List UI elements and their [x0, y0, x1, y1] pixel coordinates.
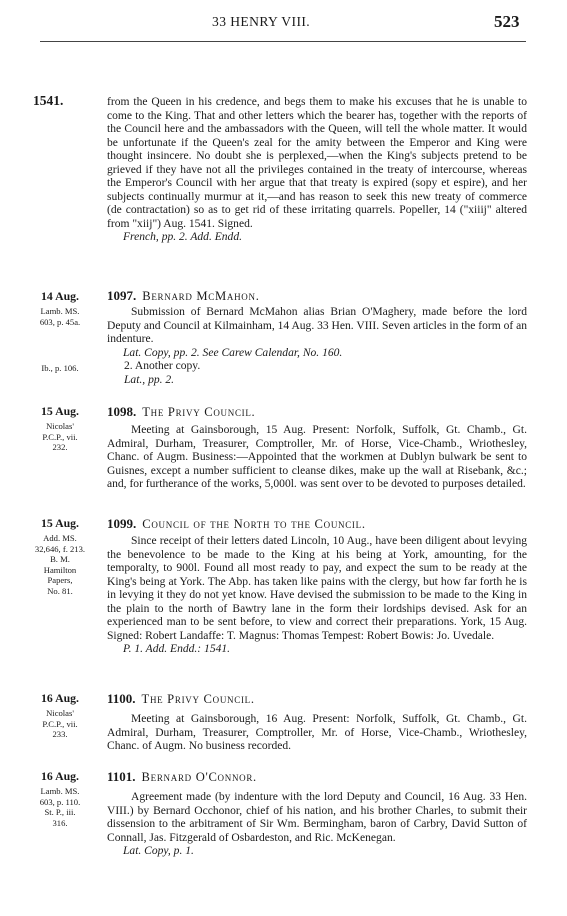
entry-text: Agreement made (by indenture with the lord Deputy and Council, 16 Aug. 33 Hen. VIII.) by Bernard Occhonor, chief of his nation, and his brother Charles, to submit their dissension to the arbitrament of Sir Wm. Bermingham, baron of Carbry, David Sutton of Connall, Jas. Fitzgerald of Osbardeston, and Ric. McKenegan. [107, 791, 527, 844]
header-rule [40, 41, 526, 42]
entry-note: Lat. Copy, pp. 2. See Carew Calendar, No. 160. [123, 346, 343, 359]
entry-body-1099 [107, 535, 527, 657]
entry-heading-1100 [107, 691, 527, 707]
entry-body-1100 [107, 713, 527, 754]
entry-source-ref: Ib., p. 106. [41, 363, 79, 373]
entry-text: Meeting at Gainsborough, 15 Aug. Present: Norfolk, Suffolk, Gt. Chamb., Gt. Admiral, Durham, Treasurer, Comptroller, Mr. of Horse, Vice-Chamb., Wriothesley, Chanc. of Augm. Business:—Appointed that the workmen at Dublyn bulwark be sent to Guisnes, except a number sufficient to cleanse dikes, make up the wall at Risebank, &c.; and, for furtherance of the works, 5,000l. was sent over to be devoted to purposes detailed. [107, 424, 527, 491]
ref-line: Nicolas' [46, 708, 74, 718]
entry-date: 16 Aug. [40, 769, 80, 783]
entry-title: The Privy Council. [141, 692, 255, 706]
margin-1098 [20, 404, 100, 453]
ref-line: Hamilton [43, 564, 77, 575]
entry-date: 14 Aug. [40, 289, 80, 303]
entry-text: Since receipt of their letters dated Lincoln, 10 Aug., have been diligent about levying the benevolence to be made to the King at his being at York, amounting, for the temporalty, to 900l. Found all most ready to pay, and expect the sum to be ready at the King's being at York. The Abp. has taken like pains with the clergy, but how far forth he is in levying it they do not yet know. Have devised the submission to be made to the King in the plain to the north of Bawtry lane in the form their lordships devised. Ask for an experienced man to be sent before, to view and correct their preparations. York, 15 Aug. Signed: Robert Landaffe: T. Magnus: Thomas Tempest: Robert Bowis: Jo. Uvedale. [107, 535, 527, 642]
entry-source-ref [20, 421, 100, 453]
continuation-block [107, 96, 527, 245]
entry-text: Submission of Bernard McMahon alias Brian O'Maghery, made before the lord Deputy and Council at Kilmainham, 14 Aug. 33 Hen. VIII. Seven articles in the form of an indenture. [107, 306, 527, 346]
entry-title: Bernard McMahon. [142, 289, 260, 303]
entry-title: Council of the North to the Council. [142, 517, 366, 531]
entry-date: 15 Aug. [40, 404, 80, 418]
ref-line: 232. [52, 442, 68, 453]
ref-line: Add. MS. [43, 533, 77, 543]
page-number: 523 [494, 12, 520, 31]
entry-date: 15 Aug. [40, 516, 80, 530]
entry-date: 16 Aug. [40, 691, 80, 705]
entry-heading-1101 [107, 769, 527, 785]
ref-line: 32,646, f. 213. [34, 543, 86, 554]
entry-body-1097 [107, 306, 527, 360]
ref-line: Lamb. MS. [40, 306, 80, 316]
ref-line: St. P., iii. [44, 807, 76, 818]
year-marker: 1541. [33, 93, 64, 108]
entry-title: Bernard O'Connor. [141, 770, 257, 784]
ref-line: Nicolas' [46, 421, 74, 431]
continuation-note: French, pp. 2. Add. Endd. [123, 231, 242, 244]
ref-line: 233. [52, 729, 68, 740]
ref-line: 603, p. 110. [39, 796, 81, 807]
ref-line: No. 81. [47, 585, 73, 596]
entry-text: Meeting at Gainsborough, 16 Aug. Present: Norfolk, Suffolk, Gt. Chamb., Gt. Admiral, Durham, Treasurer, Comptroller, Mr. of Horse, Vice-Chamb., Wriothesley, Chanc. of Augm. No business recorded. [107, 713, 527, 753]
entry-source-ref [20, 708, 100, 740]
margin-1101 [20, 769, 100, 828]
margin-1097 [20, 289, 100, 327]
ref-line: P.C.P., vii. [42, 718, 78, 729]
entry-heading-1097 [107, 288, 527, 304]
ref-line: Lamb. MS. [40, 786, 80, 796]
entry-heading-1099 [107, 516, 527, 532]
entry-heading-1098 [107, 404, 527, 420]
entry-number: 1098. [107, 404, 137, 419]
entry-body-1098 [107, 424, 527, 492]
entry-title: The Privy Council. [142, 405, 256, 419]
entry-note: Lat. Copy, p. 1. [123, 845, 194, 858]
entry-body-1101 [107, 791, 527, 859]
entry-number: 1097. [107, 288, 137, 303]
margin-1099 [20, 516, 100, 597]
entry-note: P. 1. Add. Endd.: 1541. [123, 643, 231, 656]
entry-number: 1101. [107, 769, 136, 784]
subitem-note: Lat., pp. 2. [124, 373, 175, 386]
margin-1100 [20, 691, 100, 740]
subitem-text: 2. Another copy. [124, 360, 201, 372]
ref-line: 316. [52, 817, 68, 828]
entry-number: 1099. [107, 516, 137, 531]
ref-line: Papers, [47, 575, 73, 586]
ref-line: B. M. [50, 554, 70, 565]
ref-line: P.C.P., vii. [42, 431, 78, 442]
margin-1097-sub [20, 360, 100, 374]
ref-line: 603, p. 45a. [39, 316, 81, 327]
entry-number: 1100. [107, 691, 136, 706]
entry-source-ref [20, 533, 100, 597]
entry-subitem [124, 360, 524, 387]
entry-source-ref [20, 306, 100, 327]
entry-source-ref [20, 786, 100, 828]
running-head: 33 HENRY VIII. [212, 14, 311, 29]
continuation-paragraph: from the Queen in his credence, and begs them to make his excuses that he is unable to come to the King. That and other letters which the bearer has, together with the reports of the Council here and the ambassadors with the Queen, will tell the whole matter. It would be unfortunate if the Queen's zeal for the amity between the Emperor and King were thought insincere. No doubt she is perplexed,—when the King's subjects pretend to be grieved if they have not all the privileges contained in the treaty of intercourse, whereas the Emperor's Council with her argue that that treaty is expired (sopy et espire), and her subjects continually murmur at it,—and has reason to seek this new treaty of commerce (de contractation) so as to get rid of these irritating quarrels. Popeller, 14 ("xiiij" altered from "xiij") Aug. 1541. Signed. [107, 96, 527, 230]
